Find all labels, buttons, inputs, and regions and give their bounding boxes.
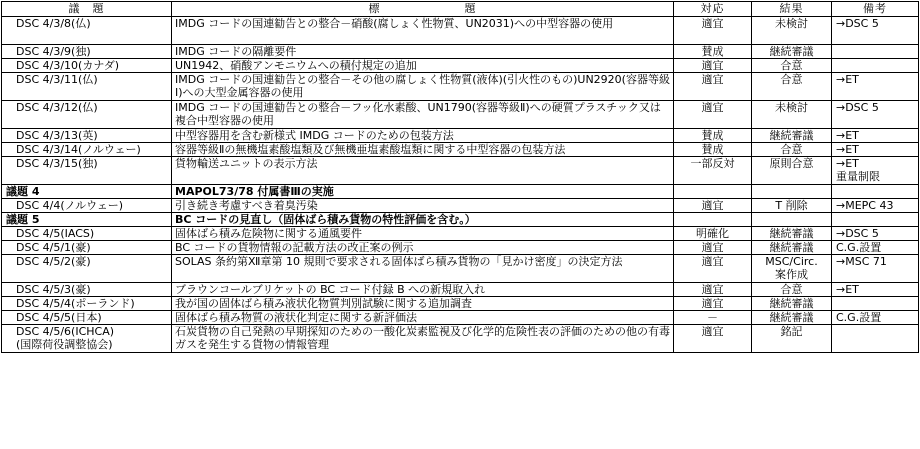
header-row xyxy=(2,2,919,17)
note-cell: →ET xyxy=(832,73,919,101)
response-cell: 適宜 xyxy=(674,255,752,283)
result-cell: T 削除 xyxy=(752,199,832,213)
header-title: 標 題 xyxy=(172,2,674,17)
note-cell xyxy=(832,325,919,353)
result-cell: 合意 xyxy=(752,59,832,73)
response-cell: 適宜 xyxy=(674,297,752,311)
note-cell: →DSC 5 xyxy=(832,17,919,45)
table-row xyxy=(2,73,919,101)
agenda-id-cell: DSC 4/3/9(独) xyxy=(2,45,172,59)
title-cell: MAPOL73/78 付属書Ⅲの実施 xyxy=(172,185,674,199)
note-cell: →MSC 71 xyxy=(832,255,919,283)
note-cell: →MEPC 43 xyxy=(832,199,919,213)
response-cell: 適宜 xyxy=(674,241,752,255)
result-cell: 合意 xyxy=(752,283,832,297)
note-cell xyxy=(832,185,919,199)
agenda-id-cell: DSC 4/3/10(カナダ) xyxy=(2,59,172,73)
header-result: 結果 xyxy=(752,2,832,17)
title-cell: 固体ばら積み物質の液状化判定に関する新評価法 xyxy=(172,311,674,325)
response-cell: 賛成 xyxy=(674,45,752,59)
response-cell: 適宜 xyxy=(674,59,752,73)
table-row xyxy=(2,283,919,297)
agenda-id-cell: DSC 4/4(ノルウェー) xyxy=(2,199,172,213)
title-cell: BC コードの貨物情報の記載方法の改正案の例示 xyxy=(172,241,674,255)
response-cell: 適宜 xyxy=(674,17,752,45)
note-cell: C.G.設置 xyxy=(832,311,919,325)
agenda-id-cell: DSC 4/3/8(仏) xyxy=(2,17,172,45)
agenda-id-cell: 議題 5 xyxy=(2,213,172,227)
table-row xyxy=(2,101,919,129)
note-cell: C.G.設置 xyxy=(832,241,919,255)
table-row xyxy=(2,157,919,185)
response-cell: 一部反対 xyxy=(674,157,752,185)
table-row xyxy=(2,59,919,73)
result-cell: 継続審議 xyxy=(752,311,832,325)
result-cell: 継続審議 xyxy=(752,241,832,255)
title-cell: 容器等級Ⅱの無機塩素酸塩類及び無機亜塩素酸塩類に関する中型容器の包装方法 xyxy=(172,143,674,157)
result-cell xyxy=(752,213,832,227)
result-cell: 継続審議 xyxy=(752,227,832,241)
agenda-id-cell: DSC 4/5/3(豪) xyxy=(2,283,172,297)
title-cell: IMDG コードの国連勧告との整合－その他の腐しょく性物質(液体)(引火性のもの)UN2920(容器等級Ⅰ)への大型金属容器の使用 xyxy=(172,73,674,101)
agenda-id-cell: DSC 4/3/14(ノルウェー) xyxy=(2,143,172,157)
response-cell: 適宜 xyxy=(674,283,752,297)
result-cell: MSC/Circ. 案作成 xyxy=(752,255,832,283)
table-row xyxy=(2,129,919,143)
title-cell: UN1942、硝酸アンモニウムへの積付規定の追加 xyxy=(172,59,674,73)
result-cell: 継続審議 xyxy=(752,297,832,311)
note-cell xyxy=(832,297,919,311)
note-cell xyxy=(832,59,919,73)
table-row xyxy=(2,199,919,213)
header-note: 備考 xyxy=(832,2,919,17)
agenda-table xyxy=(1,1,919,353)
table-row xyxy=(2,325,919,353)
response-cell: 賛成 xyxy=(674,129,752,143)
response-cell: 適宜 xyxy=(674,73,752,101)
table-row xyxy=(2,143,919,157)
agenda-id-cell: DSC 4/5(IACS) xyxy=(2,227,172,241)
table-row xyxy=(2,227,919,241)
note-cell: →DSC 5 xyxy=(832,227,919,241)
result-cell: 合意 xyxy=(752,143,832,157)
title-cell: 石炭貨物の自己発熱の早期探知のための一酸化炭素監視及び化学的危険性表の評価のための他の有毒ガスを発生する貨物の情報管理 xyxy=(172,325,674,353)
response-cell xyxy=(674,213,752,227)
table-row xyxy=(2,17,919,45)
response-cell xyxy=(674,185,752,199)
title-cell: IMDG コードの国連勧告との整合－フッ化水素酸、UN1790(容器等級Ⅱ)への硬質プラスチック又は複合中型容器の使用 xyxy=(172,101,674,129)
agenda-id-cell: DSC 4/5/1(豪) xyxy=(2,241,172,255)
section-row xyxy=(2,185,919,199)
table-row xyxy=(2,255,919,283)
title-cell: 引き続き考慮すべき着臭汚染 xyxy=(172,199,674,213)
note-cell: →ET 重量制限 xyxy=(832,157,919,185)
table-row xyxy=(2,45,919,59)
header-response: 対応 xyxy=(674,2,752,17)
agenda-id-cell: DSC 4/3/11(仏) xyxy=(2,73,172,101)
title-cell: BC コードの見直し（固体ばら積み貨物の特性評価を含む。） xyxy=(172,213,674,227)
result-cell xyxy=(752,185,832,199)
result-cell: 未検討 xyxy=(752,17,832,45)
title-cell: 固体ばら積み危険物に関する通風要件 xyxy=(172,227,674,241)
title-cell: IMDG コードの国連勧告との整合－硝酸(腐しょく性物質、UN2031)への中型容器の使用 xyxy=(172,17,674,45)
note-cell: →ET xyxy=(832,283,919,297)
title-cell: IMDG コードの隔離要件 xyxy=(172,45,674,59)
table-body xyxy=(2,17,919,353)
title-cell: 中型容器用を含む新様式 IMDG コードのための包装方法 xyxy=(172,129,674,143)
title-cell: ブラウンコールブリケットの BC コード付録 B への新規取入れ xyxy=(172,283,674,297)
title-cell: 我が国の固体ばら積み液状化物質判別試験に関する追加調査 xyxy=(172,297,674,311)
note-cell: →ET xyxy=(832,129,919,143)
title-cell: SOLAS 条約第Ⅻ章第 10 規則で要求される固体ばら積み貨物の「見かけ密度」の決定方法 xyxy=(172,255,674,283)
result-cell: 未検討 xyxy=(752,101,832,129)
response-cell: 適宜 xyxy=(674,101,752,129)
result-cell: 合意 xyxy=(752,73,832,101)
agenda-id-cell: DSC 4/5/5(日本) xyxy=(2,311,172,325)
response-cell: 明確化 xyxy=(674,227,752,241)
title-cell: 貨物輸送ユニットの表示方法 xyxy=(172,157,674,185)
note-cell: →ET xyxy=(832,143,919,157)
table-row xyxy=(2,241,919,255)
agenda-id-cell: DSC 4/5/4(ポーランド) xyxy=(2,297,172,311)
note-cell: →DSC 5 xyxy=(832,101,919,129)
agenda-id-cell: DSC 4/5/2(豪) xyxy=(2,255,172,283)
response-cell: 賛成 xyxy=(674,143,752,157)
result-cell: 銘記 xyxy=(752,325,832,353)
response-cell: 適宜 xyxy=(674,199,752,213)
result-cell: 継続審議 xyxy=(752,129,832,143)
agenda-id-cell: 議題 4 xyxy=(2,185,172,199)
section-row xyxy=(2,213,919,227)
note-cell xyxy=(832,213,919,227)
agenda-id-cell: DSC 4/5/6(ICHCA) (国際荷役調整協会) xyxy=(2,325,172,353)
header-agenda: 議 題 xyxy=(2,2,172,17)
note-cell xyxy=(832,45,919,59)
table-row xyxy=(2,311,919,325)
agenda-id-cell: DSC 4/3/12(仏) xyxy=(2,101,172,129)
agenda-id-cell: DSC 4/3/15(独) xyxy=(2,157,172,185)
response-cell: － xyxy=(674,311,752,325)
agenda-id-cell: DSC 4/3/13(英) xyxy=(2,129,172,143)
result-cell: 原則合意 xyxy=(752,157,832,185)
result-cell: 継続審議 xyxy=(752,45,832,59)
response-cell: 適宜 xyxy=(674,325,752,353)
table-row xyxy=(2,297,919,311)
